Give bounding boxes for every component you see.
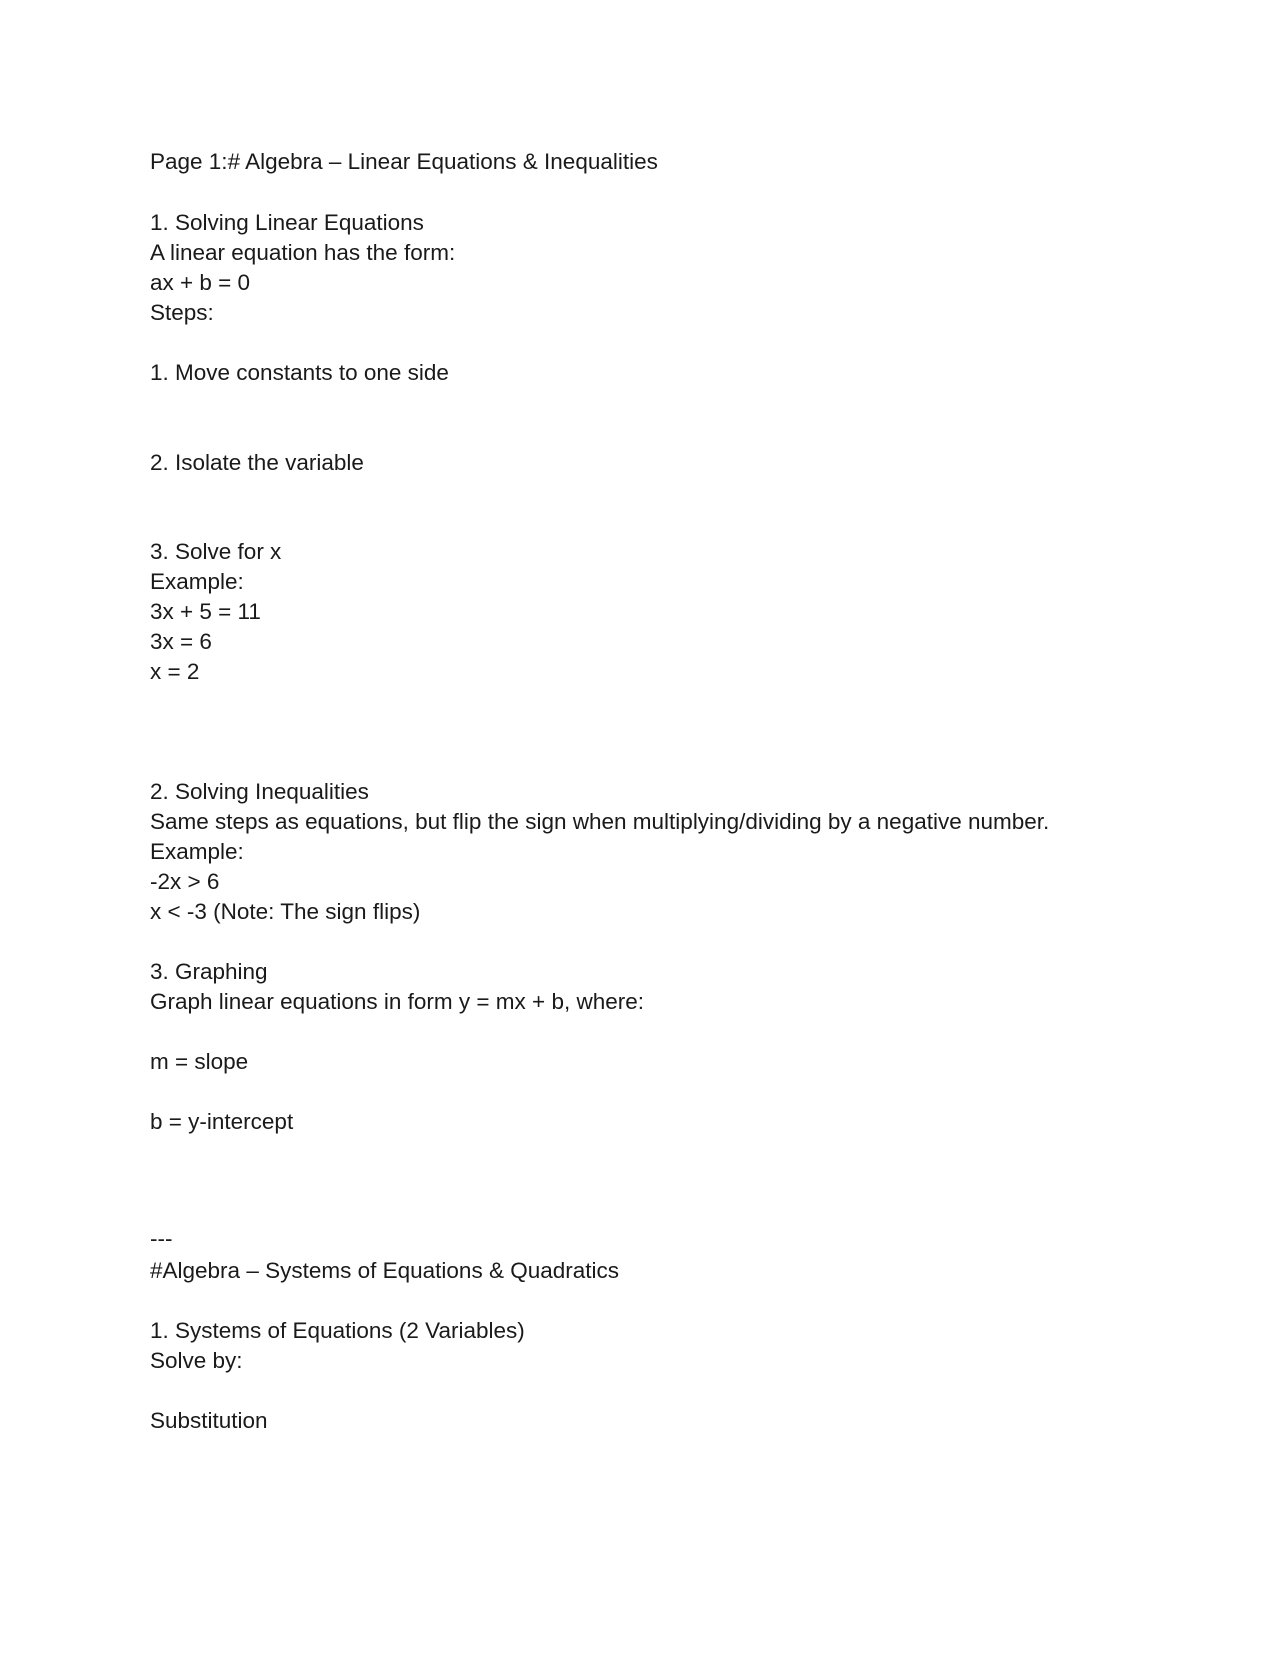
- example-line: 3x + 5 = 11: [150, 599, 261, 624]
- page-heading-2: #Algebra – Systems of Equations & Quadratics: [150, 1258, 619, 1283]
- section-title-linear-equations: 1. Solving Linear Equations: [150, 210, 424, 235]
- example-label: Example:: [150, 569, 244, 594]
- steps-label: Steps:: [150, 300, 214, 325]
- section-title-inequalities: 2. Solving Inequalities: [150, 779, 369, 804]
- section-intro: A linear equation has the form:: [150, 240, 456, 265]
- separator: ---: [150, 1226, 173, 1251]
- example-line: x = 2: [150, 659, 200, 684]
- list-item-step-2: 2. Isolate the variable: [150, 450, 364, 475]
- list-item-substitution: Substitution: [150, 1408, 268, 1433]
- list-item-intercept: b = y-intercept: [150, 1109, 294, 1134]
- list-item-step-1: 1. Move constants to one side: [150, 360, 449, 385]
- solve-by-label: Solve by:: [150, 1348, 243, 1373]
- section-description: Same steps as equations, but flip the sign when multiplying/dividing by a negative number.: [150, 809, 1050, 834]
- page-heading: Page 1:# Algebra – Linear Equations & Inequalities: [150, 149, 658, 174]
- list-item-slope: m = slope: [150, 1049, 249, 1074]
- example-label: Example:: [150, 839, 244, 864]
- example-line: 3x = 6: [150, 629, 212, 654]
- list-item-step-3: 3. Solve for x: [150, 539, 282, 564]
- example-line: -2x > 6: [150, 869, 220, 894]
- section-title-systems: 1. Systems of Equations (2 Variables): [150, 1318, 525, 1343]
- section-description: Graph linear equations in form y = mx + b, where:: [150, 989, 644, 1014]
- section-title-graphing: 3. Graphing: [150, 959, 268, 984]
- formula: ax + b = 0: [150, 270, 251, 295]
- example-line: x < -3 (Note: The sign flips): [150, 899, 421, 924]
